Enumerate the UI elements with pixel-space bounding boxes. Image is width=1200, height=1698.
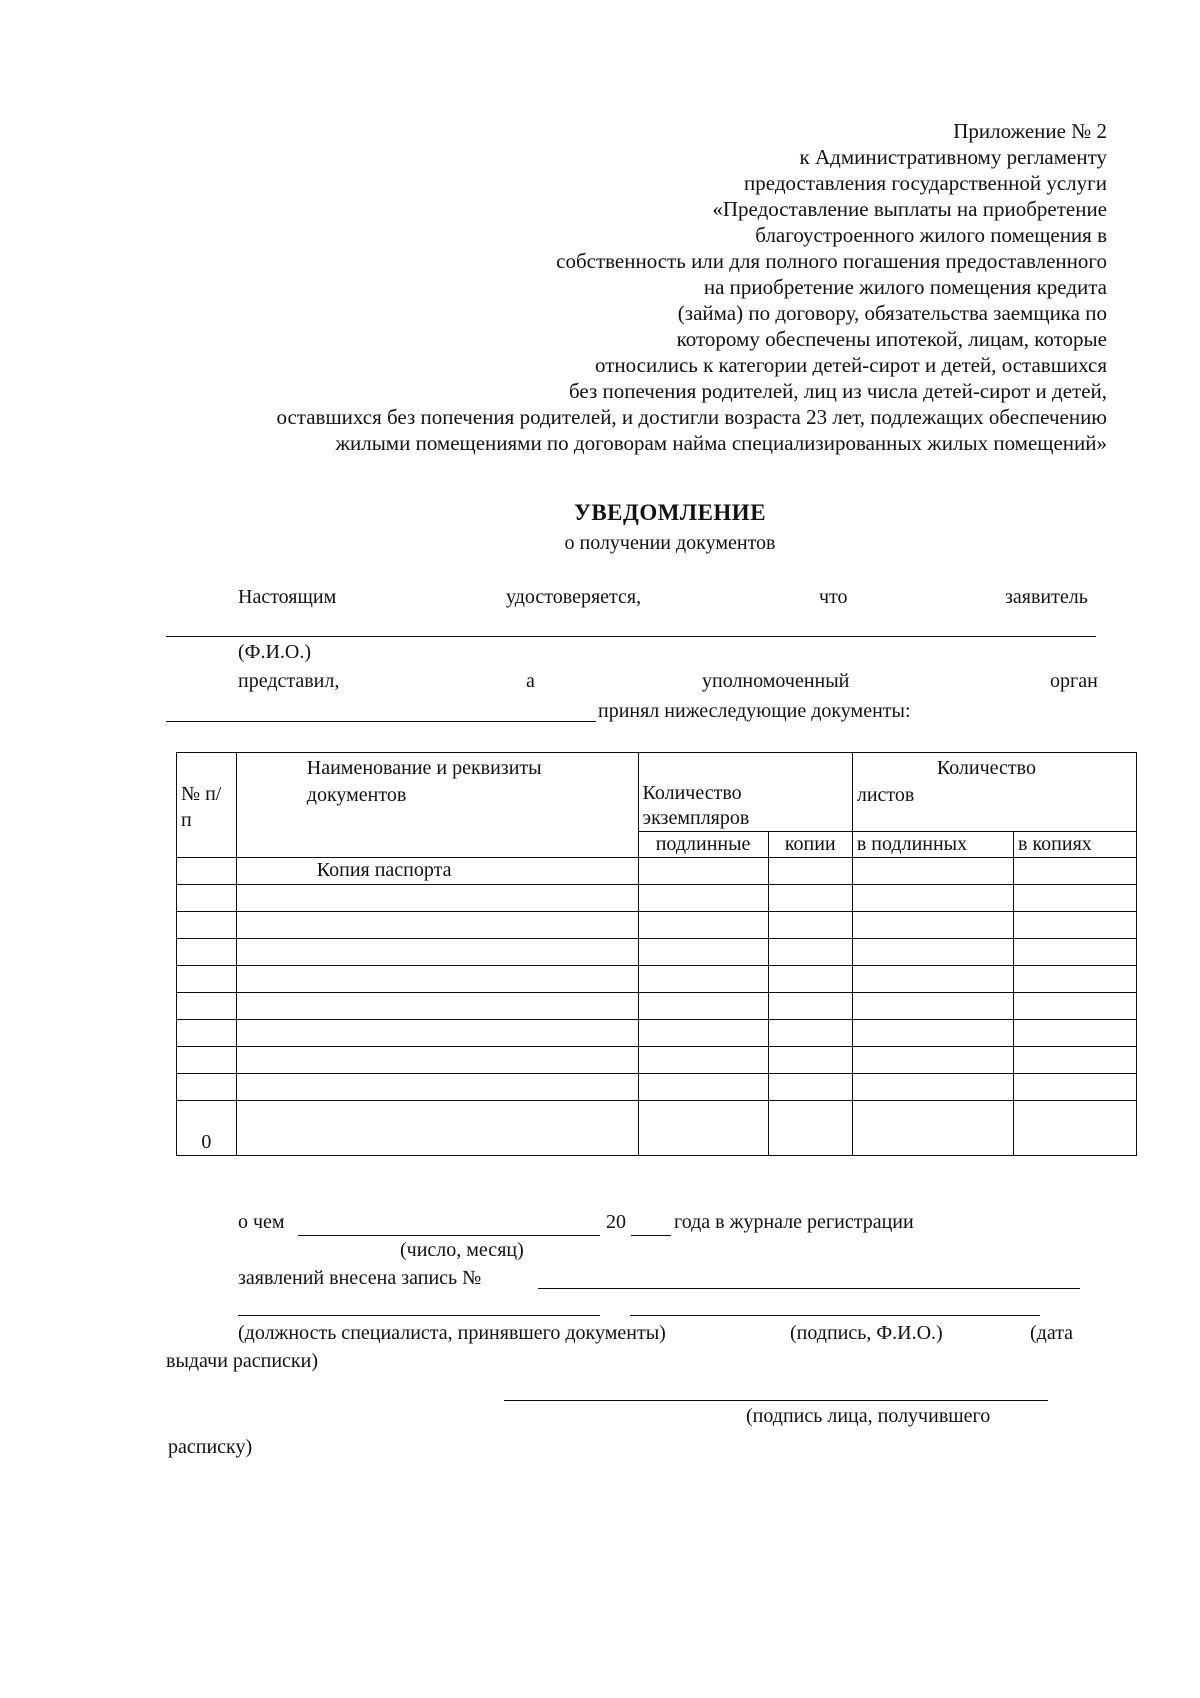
date-hint: (число, месяц) — [400, 1239, 524, 1261]
cell-sheets-copies[interactable] — [1014, 858, 1137, 885]
subheader-sheets-in-copies: в копиях — [1014, 832, 1137, 858]
header-line: Приложение № 2 — [953, 119, 1107, 143]
fio-label: (Ф.И.О.) — [238, 641, 312, 663]
cell-originals[interactable] — [638, 1074, 768, 1101]
receiver-signature-line[interactable] — [504, 1400, 1048, 1401]
subheader-originals: подлинные — [638, 832, 768, 858]
header-line: оставшихся без попечения родителей, и достигли возраста 23 лет, подлежащих обеспечению — [276, 405, 1107, 429]
year-prefix: 20 — [606, 1211, 626, 1233]
cell-copies[interactable] — [768, 1074, 852, 1101]
col-header-sheets-count: Количество листов — [852, 753, 1136, 832]
cell-doc-name[interactable] — [236, 1074, 638, 1101]
position-line[interactable] — [238, 1315, 600, 1316]
cell-copies[interactable] — [768, 939, 852, 966]
cell-doc-name[interactable]: Копия паспорта — [236, 858, 638, 885]
cell-number[interactable] — [177, 966, 237, 993]
cell-sheets-copies[interactable] — [1014, 993, 1137, 1020]
header-line: на приобретение жилого помещения кредита — [703, 275, 1107, 299]
cell-sheets-originals[interactable] — [852, 939, 1013, 966]
subheader-sheets-in-originals: в подлинных — [852, 832, 1013, 858]
signature-hint: (подпись, Ф.И.О.) — [790, 1322, 943, 1344]
cell-originals[interactable] — [638, 1101, 768, 1156]
table-header-row — [177, 753, 1137, 832]
document-subtitle: о получении документов — [564, 532, 776, 554]
cell-sheets-originals[interactable] — [852, 912, 1013, 939]
documents-table — [176, 752, 1137, 1156]
col-header-copies-count: Количество экземпляров — [638, 753, 852, 832]
cell-sheets-copies[interactable] — [1014, 885, 1137, 912]
cell-sheets-originals[interactable] — [852, 1020, 1013, 1047]
date-line[interactable] — [298, 1235, 600, 1236]
cell-sheets-copies[interactable] — [1014, 912, 1137, 939]
intro-word: заявитель — [1005, 586, 1088, 608]
table-row — [177, 993, 1137, 1020]
cell-originals[interactable] — [638, 939, 768, 966]
table-row — [177, 885, 1137, 912]
table-row — [177, 1047, 1137, 1074]
intro-word: уполномоченный — [702, 670, 850, 692]
cell-copies[interactable] — [768, 1020, 852, 1047]
accepted-text: принял нижеследующие документы: — [598, 700, 911, 722]
cell-sheets-originals[interactable] — [852, 1047, 1013, 1074]
cell-number[interactable] — [177, 993, 237, 1020]
header-line: предоставления государственной услуги — [744, 171, 1107, 195]
header-line: (займа) по договору, обязательства заемщика по — [677, 301, 1107, 325]
cell-number[interactable] — [177, 885, 237, 912]
cell-copies[interactable] — [768, 993, 852, 1020]
cell-doc-name[interactable] — [236, 1047, 638, 1074]
receiver-hint: (подпись лица, получившего — [746, 1405, 991, 1427]
cell-doc-name[interactable] — [236, 939, 638, 966]
cell-sheets-copies[interactable] — [1014, 966, 1137, 993]
cell-sheets-originals[interactable] — [852, 993, 1013, 1020]
applicant-name-line[interactable] — [166, 636, 1096, 637]
cell-sheets-originals[interactable] — [852, 858, 1013, 885]
cell-doc-name[interactable] — [236, 885, 638, 912]
cell-copies[interactable] — [768, 1101, 852, 1156]
header-line: жилыми помещениями по договорам найма специализированных жилых помещений» — [335, 431, 1107, 455]
cell-originals[interactable] — [638, 993, 768, 1020]
cell-originals[interactable] — [638, 885, 768, 912]
cell-sheets-copies[interactable] — [1014, 1020, 1137, 1047]
position-hint: (должность специалиста, принявшего документы) — [238, 1322, 666, 1344]
col-header-number: № п/п — [177, 753, 237, 858]
cell-sheets-copies[interactable] — [1014, 1047, 1137, 1074]
table-row — [177, 1020, 1137, 1047]
cell-number[interactable] — [177, 1047, 237, 1074]
cell-copies[interactable] — [768, 912, 852, 939]
cell-sheets-originals[interactable] — [852, 885, 1013, 912]
cell-sheets-copies[interactable] — [1014, 939, 1137, 966]
appendix-header — [276, 118, 1107, 456]
cell-copies[interactable] — [768, 885, 852, 912]
intro-word: а — [526, 670, 535, 692]
cell-originals[interactable] — [638, 966, 768, 993]
cell-sheets-copies[interactable] — [1014, 1101, 1137, 1156]
table-row — [177, 1101, 1137, 1156]
intro-word: удостоверяется, — [506, 586, 642, 608]
subheader-copies: копии — [768, 832, 852, 858]
cell-number[interactable] — [177, 1074, 237, 1101]
intro-word: орган — [1050, 670, 1098, 692]
journal-text: года в журнале регистрации — [674, 1211, 914, 1233]
cell-doc-name[interactable] — [236, 993, 638, 1020]
signature-line[interactable] — [630, 1315, 1040, 1316]
table-row — [177, 912, 1137, 939]
intro-word: Настоящим — [238, 586, 337, 608]
document-title: УВЕДОМЛЕНИЕ — [573, 500, 767, 525]
cell-originals[interactable] — [638, 1047, 768, 1074]
cell-doc-name[interactable] — [236, 1020, 638, 1047]
cell-sheets-originals[interactable] — [852, 1101, 1013, 1156]
cell-copies[interactable] — [768, 966, 852, 993]
authority-name-line[interactable] — [166, 721, 596, 722]
table-row — [177, 858, 1137, 885]
cell-doc-name[interactable] — [236, 1101, 638, 1156]
year-line[interactable] — [631, 1235, 671, 1236]
header-line: «Предоставление выплаты на приобретение — [712, 197, 1107, 221]
cell-sheets-originals[interactable] — [852, 1074, 1013, 1101]
intro-word: представил, — [238, 670, 340, 692]
header-line: без попечения родителей, лиц из числа детей-сирот и детей, — [568, 379, 1107, 403]
cell-number[interactable] — [177, 912, 237, 939]
table-row — [177, 966, 1137, 993]
header-line: к Административному регламенту — [799, 145, 1107, 169]
cell-copies[interactable] — [768, 858, 852, 885]
receiver-hint-end: расписку) — [168, 1436, 253, 1458]
col-header-doc-name: Наименование и реквизиты документов — [236, 753, 638, 858]
header-line: относились к категории детей-сирот и детей, оставшихся — [595, 353, 1107, 377]
cell-number[interactable]: 0 — [177, 1101, 237, 1156]
cell-originals[interactable] — [638, 912, 768, 939]
table-row — [177, 1074, 1137, 1101]
cell-originals[interactable] — [638, 858, 768, 885]
table-row — [177, 939, 1137, 966]
date-issue-hint-cont: выдачи расписки) — [166, 1350, 319, 1372]
header-line: благоустроенного жилого помещения в — [755, 223, 1107, 247]
date-issue-hint: (дата — [1030, 1322, 1074, 1344]
record-number-line[interactable] — [538, 1288, 1080, 1289]
cell-doc-name[interactable] — [236, 912, 638, 939]
cell-doc-name[interactable] — [236, 966, 638, 993]
intro-word: что — [819, 586, 848, 608]
about-label: о чем — [238, 1211, 285, 1233]
cell-number[interactable] — [177, 1020, 237, 1047]
cell-sheets-originals[interactable] — [852, 966, 1013, 993]
header-line: которому обеспечены ипотекой, лицам, которые — [676, 327, 1107, 351]
cell-originals[interactable] — [638, 1020, 768, 1047]
record-label: заявлений внесена запись № — [238, 1267, 482, 1289]
cell-number[interactable] — [177, 858, 237, 885]
header-line: собственность или для полного погашения предоставленного — [556, 249, 1107, 273]
cell-sheets-copies[interactable] — [1014, 1074, 1137, 1101]
cell-number[interactable] — [177, 939, 237, 966]
cell-copies[interactable] — [768, 1047, 852, 1074]
